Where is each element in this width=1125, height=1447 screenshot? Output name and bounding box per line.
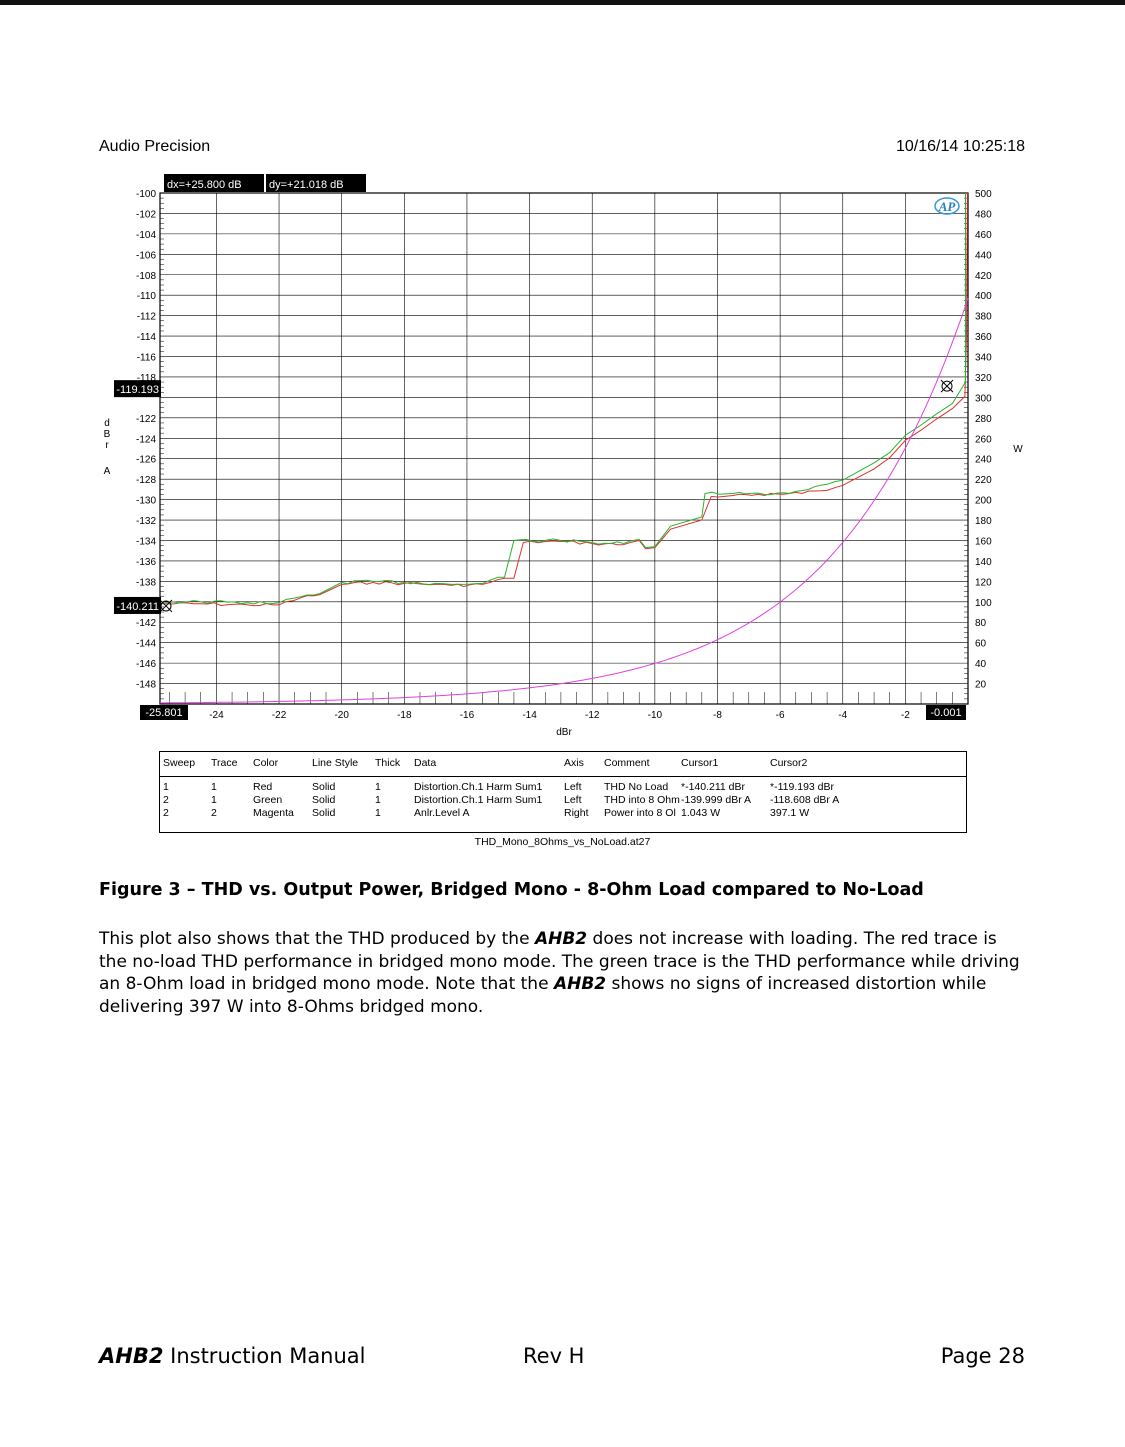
left-tick-label: -112 xyxy=(136,311,156,323)
footer-manual-title xyxy=(99,1344,366,1368)
legend-header-data: Data xyxy=(414,757,437,769)
x-tick-label: -6 xyxy=(775,710,785,721)
x-tick-label: -10 xyxy=(647,710,663,721)
left-tick-label: -102 xyxy=(135,209,156,221)
legend-cell: Distortion.Ch.1 Harm Sum1 xyxy=(414,794,543,806)
right-tick-label: 220 xyxy=(975,475,992,487)
x-axis-label: dBr xyxy=(556,727,572,738)
right-tick-label: 260 xyxy=(975,434,992,446)
trace-legend-table xyxy=(159,751,967,833)
left-tick-label: -124 xyxy=(135,434,156,446)
right-tick-label: 60 xyxy=(975,638,987,650)
right-tick-label: 120 xyxy=(975,577,992,589)
right-tick-label: 500 xyxy=(975,189,992,200)
x-tick-label: -24 xyxy=(209,710,224,721)
paragraph-text: does not increase with loading. The red trace is the no-load THD performance in bridged mono mode. The green trace is the THD performance while driving an 8-Ohm load in bridged mono mode. Note that the xyxy=(99,929,1020,994)
legend-row xyxy=(160,781,966,794)
plot-frame xyxy=(160,193,968,704)
left-tick-label: -146 xyxy=(135,659,156,671)
left-tick-label: -122 xyxy=(135,413,156,425)
left-tick-label: -136 xyxy=(135,556,156,568)
ap-logo-icon-text: AP xyxy=(938,199,956,214)
legend-header-thick: Thick xyxy=(375,757,401,769)
y-axis-label-right: W xyxy=(1013,444,1023,455)
x-tick-label: -2 xyxy=(900,710,910,721)
right-tick-label: 460 xyxy=(975,229,992,241)
left-tick-label: -144 xyxy=(135,638,156,650)
legend-cell: Green xyxy=(253,794,283,806)
legend-cell: Distortion.Ch.1 Harm Sum1 xyxy=(414,781,543,793)
paragraph-text: This plot also shows that the THD produced by the xyxy=(99,929,535,949)
left-tick-label: -126 xyxy=(135,454,156,466)
right-tick-label: 160 xyxy=(975,536,992,548)
plot-file-name: THD_Mono_8Ohms_vs_NoLoad.at27 xyxy=(474,836,651,848)
legend-header-row xyxy=(160,752,966,777)
right-tick-label: 200 xyxy=(975,495,992,507)
legend-row xyxy=(160,807,966,820)
legend-header-cursor2: Cursor2 xyxy=(770,757,808,769)
legend-cell: 2 xyxy=(163,807,169,819)
legend-cell: Solid xyxy=(312,807,336,819)
right-tick-label: 400 xyxy=(975,291,992,303)
legend-header-linestyle: Line Style xyxy=(312,757,359,769)
legend-cell: 1 xyxy=(211,781,217,793)
audio-precision-brand: Audio Precision xyxy=(99,138,211,155)
left-tick-label: -138 xyxy=(135,577,156,589)
legend-cell: *-140.211 dBr xyxy=(681,781,746,793)
legend-cell: 1 xyxy=(375,781,381,793)
footer-page-number: Page 28 xyxy=(940,1344,1025,1368)
legend-cell: THD No Load xyxy=(604,781,669,793)
left-tick-label: -104 xyxy=(135,229,156,241)
legend-cell: 1 xyxy=(163,781,169,793)
x-tick-label: -18 xyxy=(397,710,412,721)
left-tick-label: -128 xyxy=(135,475,156,487)
cursor1-y-readout: -119.193 xyxy=(116,384,159,397)
left-tick-label: -148 xyxy=(135,679,156,691)
legend-row xyxy=(160,794,966,807)
legend-cell: Left xyxy=(564,781,582,793)
left-tick-label: -130 xyxy=(135,495,156,507)
legend-cell: 2 xyxy=(163,794,169,806)
x-tick-label: -22 xyxy=(271,710,287,721)
legend-cell: Solid xyxy=(312,781,336,793)
chart-grid xyxy=(160,193,968,704)
right-tick-label: 100 xyxy=(975,597,992,609)
right-tick-label: 360 xyxy=(975,332,992,344)
y-axis-label-left: B xyxy=(103,429,111,440)
footer-revision: Rev H xyxy=(523,1344,585,1368)
left-tick-label: -108 xyxy=(135,270,156,282)
x-tick-label: -4 xyxy=(838,710,848,721)
product-name: AHB2 xyxy=(534,929,588,949)
right-tick-label: 380 xyxy=(975,311,992,323)
dy-readout: dy=+21.018 dB xyxy=(269,179,344,191)
cursor-x-right-readout: -0.001 xyxy=(930,707,962,719)
legend-cell: *-119.193 dBr xyxy=(770,781,835,793)
legend-cell: Power into 8 Ol xyxy=(604,807,676,819)
legend-cell: 1.043 W xyxy=(681,807,721,819)
left-tick-label: -132 xyxy=(135,516,156,528)
right-tick-label: 80 xyxy=(975,618,987,630)
legend-cell: 1 xyxy=(375,794,381,806)
x-tick-label: -20 xyxy=(334,710,349,721)
legend-header-trace: Trace xyxy=(211,757,238,769)
right-tick-label: 320 xyxy=(975,372,992,384)
legend-cell: 1 xyxy=(211,794,217,806)
cursor2-y-readout: -140.211 xyxy=(116,600,159,613)
legend-cell: Right xyxy=(564,807,589,819)
legend-cell: -118.608 dBr A xyxy=(770,794,840,806)
right-tick-label: 300 xyxy=(975,393,992,405)
legend-cell: Magenta xyxy=(253,807,294,819)
right-tick-label: 20 xyxy=(975,679,987,691)
right-tick-label: 40 xyxy=(975,659,987,671)
right-tick-label: 280 xyxy=(975,413,992,425)
legend-cell: Red xyxy=(253,781,273,793)
right-tick-label: 440 xyxy=(975,250,992,262)
dx-readout: dx=+25.800 dB xyxy=(167,179,242,191)
x-tick-label: -12 xyxy=(584,710,600,721)
left-tick-label: -116 xyxy=(136,352,156,364)
right-tick-label: 340 xyxy=(975,352,992,364)
y-axis-label-left: A xyxy=(103,466,111,477)
left-tick-label: -134 xyxy=(135,536,156,548)
right-tick-label: 180 xyxy=(975,516,992,528)
legend-header-sweep: Sweep xyxy=(163,757,196,769)
x-tick-label: -8 xyxy=(713,710,722,721)
right-tick-label: 140 xyxy=(975,556,992,568)
right-tick-label: 420 xyxy=(975,270,992,282)
legend-header-color: Color xyxy=(253,757,279,769)
legend-header-axis: Axis xyxy=(564,757,584,769)
product-name: AHB2 xyxy=(553,974,607,994)
left-tick-label: -118 xyxy=(136,372,156,384)
footer-manual: Instruction Manual xyxy=(163,1344,366,1368)
legend-cell: 1 xyxy=(375,807,381,819)
left-tick-label: -106 xyxy=(135,250,156,262)
right-tick-label: 240 xyxy=(975,454,992,466)
left-tick-label: -100 xyxy=(135,189,156,200)
body-paragraph xyxy=(99,928,1029,1018)
legend-header-cursor1: Cursor1 xyxy=(681,757,719,769)
plot-datetime: 10/16/14 10:25:18 xyxy=(895,138,1025,155)
left-tick-label: -142 xyxy=(135,618,156,630)
y-axis-label-left: r xyxy=(105,440,109,451)
paragraph-text: shows no signs of increased distortion while delivering 397 W into 8-Ohms bridged mono. xyxy=(99,974,987,1017)
cursor-x-left-readout: -25.801 xyxy=(145,707,183,719)
right-tick-label: 480 xyxy=(975,209,992,221)
legend-header-comment: Comment xyxy=(604,757,650,769)
footer-model: AHB2 xyxy=(99,1344,164,1368)
x-tick-label: -14 xyxy=(522,710,537,721)
legend-cell: 2 xyxy=(211,807,217,819)
legend-cell: Solid xyxy=(312,794,336,806)
legend-cell: 397.1 W xyxy=(770,807,810,819)
y-axis-label-left: d xyxy=(104,418,110,429)
legend-cell: Anlr.Level A xyxy=(414,807,470,819)
legend-cell: Left xyxy=(564,794,582,806)
legend-cell: -139.999 dBr A xyxy=(681,794,752,806)
legend-cell: THD into 8 Ohm xyxy=(604,794,680,806)
left-tick-label: -114 xyxy=(136,332,156,344)
figure-caption: Figure 3 – THD vs. Output Power, Bridged Mono - 8-Ohm Load compared to No-Load xyxy=(99,880,924,900)
x-tick-label: -16 xyxy=(459,710,475,721)
left-tick-label: -110 xyxy=(136,291,156,303)
